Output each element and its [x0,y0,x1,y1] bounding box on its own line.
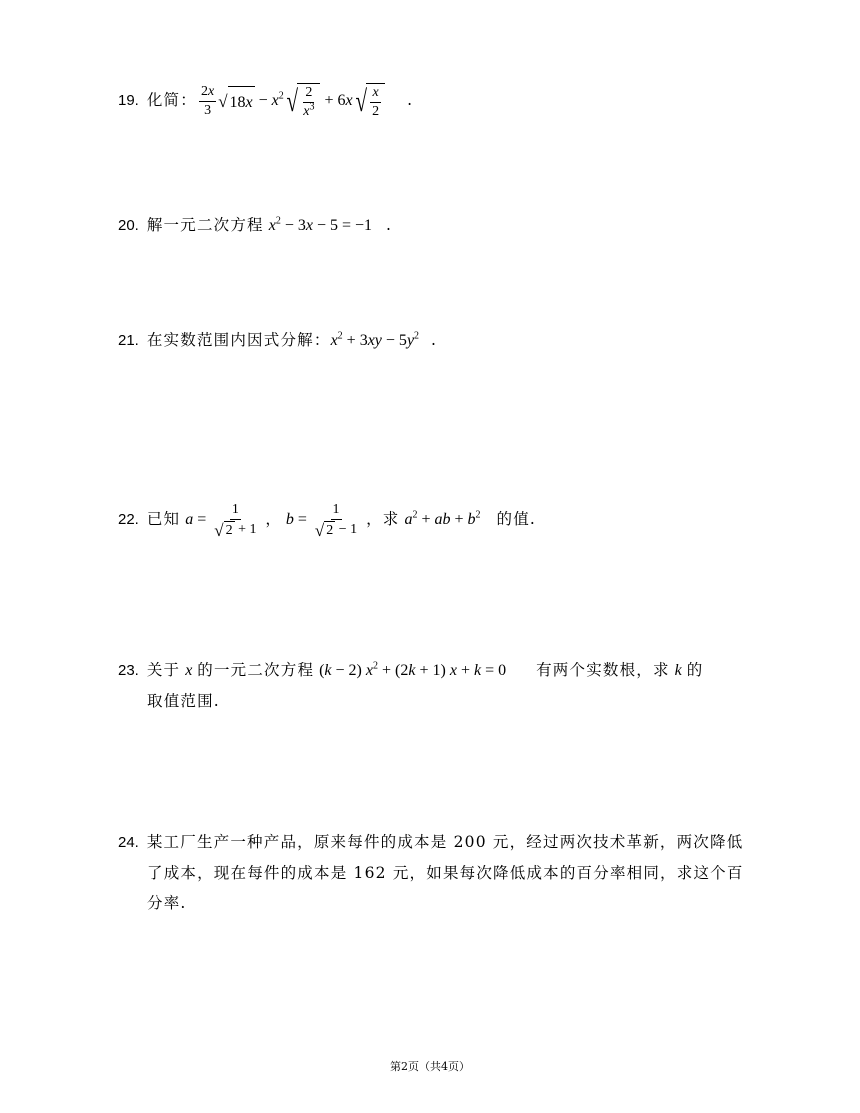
math-b-definition: b = 1 √ 2 − 1 [285,502,358,540]
question-19 [118,83,763,120]
question-number: 24. [118,834,139,851]
question-20 [118,210,763,241]
question-21 [118,325,763,356]
question-24 [118,827,763,918]
question-text-line1: 某工厂生产一种产品，原来每件的成本是 200 元，经过两次技术革新，两次降低 [146,833,744,851]
question-text: 的一元二次方程 [197,661,315,679]
question-number: 22. [118,511,139,529]
question-text: 关于 [146,661,181,679]
period: . [386,216,391,234]
question-number: 23. [118,662,139,679]
question-text: 化简： [146,91,197,110]
math-variable-k: k [674,662,682,679]
math-a-definition: a = 1 √ 2 + 1 [185,502,257,540]
math-expression: $x^2 + 3xy - 5y^2$ [330,330,420,349]
question-text-line2: 了成本，现在每件的成本是 162 元，如果每次降低成本的百分率相同，求这个百 [147,864,744,882]
math-expression: (k − 2) $x^2 + (2k + 1) x + k = 0$ [319,660,507,679]
period: . [431,331,436,349]
question-text: 的 [686,661,704,679]
question-22 [118,502,763,539]
page-footer: 第2页（共4页） [390,1060,470,1073]
question-text-line2: 取值范围. [147,692,220,710]
comma: ， [265,510,281,529]
math-expression: $a^2$ + ab + $b^2$ [404,509,481,529]
question-text: 的值. [496,510,537,529]
question-number: 21. [118,332,139,349]
question-text-line3: 分率. [147,894,187,912]
question-number: 20. [118,217,139,234]
math-expression: $x^2 - 3x - 5 = -1$ [268,215,373,234]
question-text: 在实数范围内因式分解： [146,331,331,349]
question-23 [118,655,763,716]
question-text: 有两个实数根，求 [536,661,670,679]
period: . [407,91,413,110]
question-text: 解一元二次方程 [146,216,264,234]
question-text: 已知 [146,510,181,529]
math-variable-x: x [185,662,193,679]
math-expression: $\frac{2x}{3}$ √ 18x − $x^2$ √ $\frac{2}{x^3}$ + 6x √ $\frac{x}{2}$ [197,92,385,109]
question-number: 19. [118,92,139,110]
question-text: ，求 [366,510,400,529]
